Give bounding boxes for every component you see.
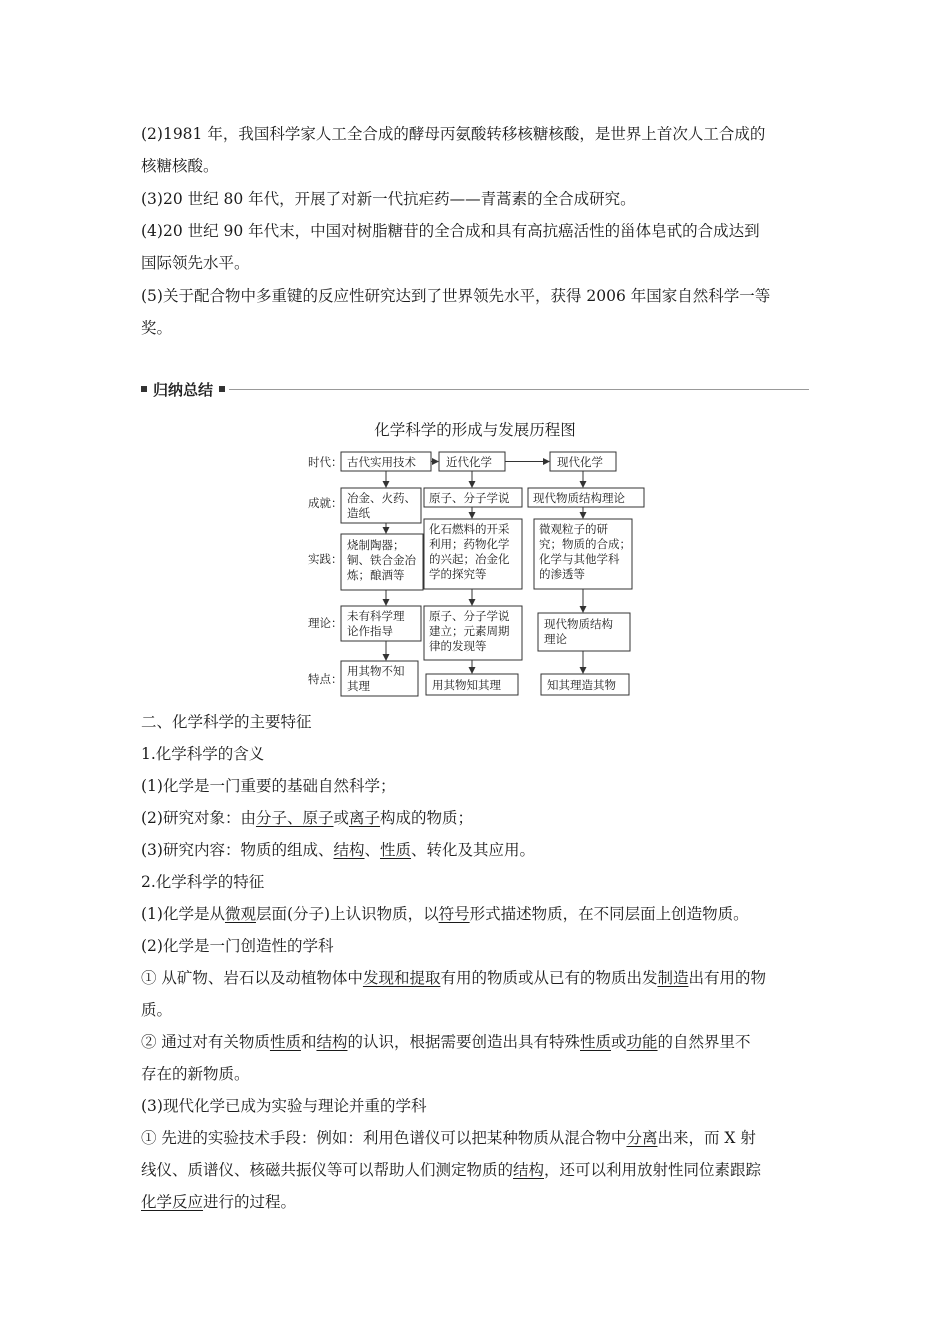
achievement-text: 原子、分子学说 bbox=[429, 491, 510, 505]
feature-line: 存在的新物质。 bbox=[141, 1065, 250, 1083]
practice-text: 微观粒子的研 bbox=[539, 522, 608, 536]
feature-line: 质。 bbox=[141, 1001, 173, 1019]
answer-blank: 功能 bbox=[626, 1033, 658, 1051]
answer-blank: 分子、原子 bbox=[255, 809, 334, 827]
answer-blank: 性质 bbox=[380, 841, 412, 859]
paragraph-line: 国际领先水平。 bbox=[141, 254, 250, 272]
feature-text: 知其理造其物 bbox=[547, 678, 616, 692]
diagram-title: 化学科学的形成与发展历程图 bbox=[374, 421, 576, 439]
answer-blank: 发现和提取 bbox=[362, 969, 441, 987]
answer-blank: 离子 bbox=[349, 809, 381, 827]
feature-line: (1)化学是从微观层面(分子)上认识物质，以符号形式描述物质，在不同层面上创造物质。 bbox=[141, 905, 749, 923]
paragraph-line: 奖。 bbox=[141, 319, 173, 337]
practice-text: 铜、铁合金冶 bbox=[347, 553, 416, 567]
paragraph-line: 核糖核酸。 bbox=[141, 157, 219, 175]
section-title: 归纳总结 bbox=[153, 380, 214, 399]
feature-line: ① 先进的实验技术手段：例如：利用色谱仪可以把某种物质从混合物中分离出来，而 X 射 bbox=[141, 1129, 756, 1147]
theory-text: 现代物质结构 bbox=[544, 617, 613, 631]
paragraph-line: (3)20 世纪 80 年代，开展了对新一代抗疟药——青蒿素的全合成研究。 bbox=[141, 190, 636, 208]
bullet-square-icon bbox=[219, 386, 225, 392]
theory-text: 律的发现等 bbox=[429, 639, 487, 653]
answer-blank: 结构 bbox=[333, 841, 365, 859]
definition-line: (1)化学是一门重要的基础自然科学； bbox=[141, 777, 396, 795]
feature-text: 其理 bbox=[347, 679, 370, 693]
feature-line: ① 从矿物、岩石以及动植物体中发现和提取有用的物质或从已有的物质出发制造出有用的物 bbox=[141, 969, 766, 987]
heading-features: 2.化学科学的特征 bbox=[141, 873, 265, 891]
answer-blank: 性质 bbox=[580, 1033, 612, 1051]
definition-line: (2)研究对象：由分子、原子或离子构成的物质； bbox=[141, 809, 474, 827]
theory-text: 原子、分子学说 bbox=[429, 609, 510, 623]
row-label-feature: 特点： bbox=[308, 672, 343, 686]
answer-blank: 结构 bbox=[513, 1161, 545, 1179]
practice-text: 烧制陶器； bbox=[347, 538, 405, 552]
section-divider bbox=[229, 389, 809, 390]
achievement-text: 造纸 bbox=[347, 506, 370, 520]
answer-blank: 结构 bbox=[316, 1033, 348, 1051]
history-flowchart bbox=[296, 447, 656, 697]
bullet-square-icon bbox=[141, 386, 147, 392]
practice-text: 究；物质的合成； bbox=[539, 537, 631, 551]
feature-line: 化学反应进行的过程。 bbox=[141, 1193, 297, 1211]
answer-blank: 制造 bbox=[657, 969, 689, 987]
practice-text: 的兴起；冶金化 bbox=[429, 552, 510, 566]
theory-text: 未有科学理 bbox=[347, 609, 405, 623]
practice-text: 利用；药物化学 bbox=[429, 537, 510, 551]
era-label-contemporary: 现代化学 bbox=[557, 455, 603, 469]
era-label-modern-early: 近代化学 bbox=[446, 455, 492, 469]
theory-text: 论作指导 bbox=[347, 624, 393, 638]
achievement-text: 冶金、火药、 bbox=[347, 491, 416, 505]
achievement-text: 现代物质结构理论 bbox=[533, 491, 625, 505]
row-label-theory: 理论： bbox=[308, 616, 343, 630]
answer-blank: 化学反应 bbox=[141, 1193, 204, 1211]
era-label-ancient: 古代实用技术 bbox=[347, 455, 416, 469]
definition-line: (3)研究内容：物质的组成、结构、性质、转化及其应用。 bbox=[141, 841, 536, 859]
row-label-era: 时代： bbox=[308, 455, 343, 469]
feature-text: 用其物不知 bbox=[347, 664, 405, 678]
feature-line: (3)现代化学已成为实验与理论并重的学科 bbox=[141, 1097, 427, 1115]
feature-line: ② 通过对有关物质性质和结构的认识，根据需要创造出具有特殊性质或功能的自然界里不 bbox=[141, 1033, 751, 1051]
feature-line: 线仪、质谱仪、核磁共振仪等可以帮助人们测定物质的结构，还可以利用放射性同位素跟踪 bbox=[141, 1161, 762, 1179]
practice-text: 学的探究等 bbox=[429, 567, 487, 581]
heading-definition: 1.化学科学的含义 bbox=[141, 745, 265, 763]
theory-text: 建立；元素周期 bbox=[429, 624, 510, 638]
answer-blank: 微观 bbox=[224, 905, 256, 923]
theory-text: 理论 bbox=[544, 632, 567, 646]
answer-blank: 分离 bbox=[626, 1129, 658, 1147]
row-label-practice: 实践： bbox=[308, 552, 343, 566]
paragraph-line: (2)1981 年，我国科学家人工全合成的酵母丙氨酸转移核糖核酸，是世界上首次人工合成的 bbox=[141, 125, 766, 143]
practice-text: 炼；酿酒等 bbox=[347, 568, 405, 582]
answer-blank: 符号 bbox=[438, 905, 470, 923]
paragraph-line: (4)20 世纪 90 年代末，中国对树脂糖苷的全合成和具有高抗癌活性的甾体皂甙的合成达到 bbox=[141, 222, 760, 240]
row-label-achievement: 成就： bbox=[308, 496, 343, 510]
section-header bbox=[141, 379, 809, 399]
heading-main-features: 二、化学科学的主要特征 bbox=[141, 713, 312, 731]
answer-blank: 性质 bbox=[269, 1033, 301, 1051]
feature-line: (2)化学是一门创造性的学科 bbox=[141, 937, 334, 955]
practice-text: 化学与其他学科 bbox=[539, 552, 620, 566]
practice-text: 化石燃料的开采 bbox=[429, 522, 510, 536]
feature-text: 用其物知其理 bbox=[432, 678, 501, 692]
practice-text: 的渗透等 bbox=[539, 567, 585, 581]
paragraph-line: (5)关于配合物中多重键的反应性研究达到了世界领先水平，获得 2006 年国家自然科学一等 bbox=[141, 287, 771, 305]
